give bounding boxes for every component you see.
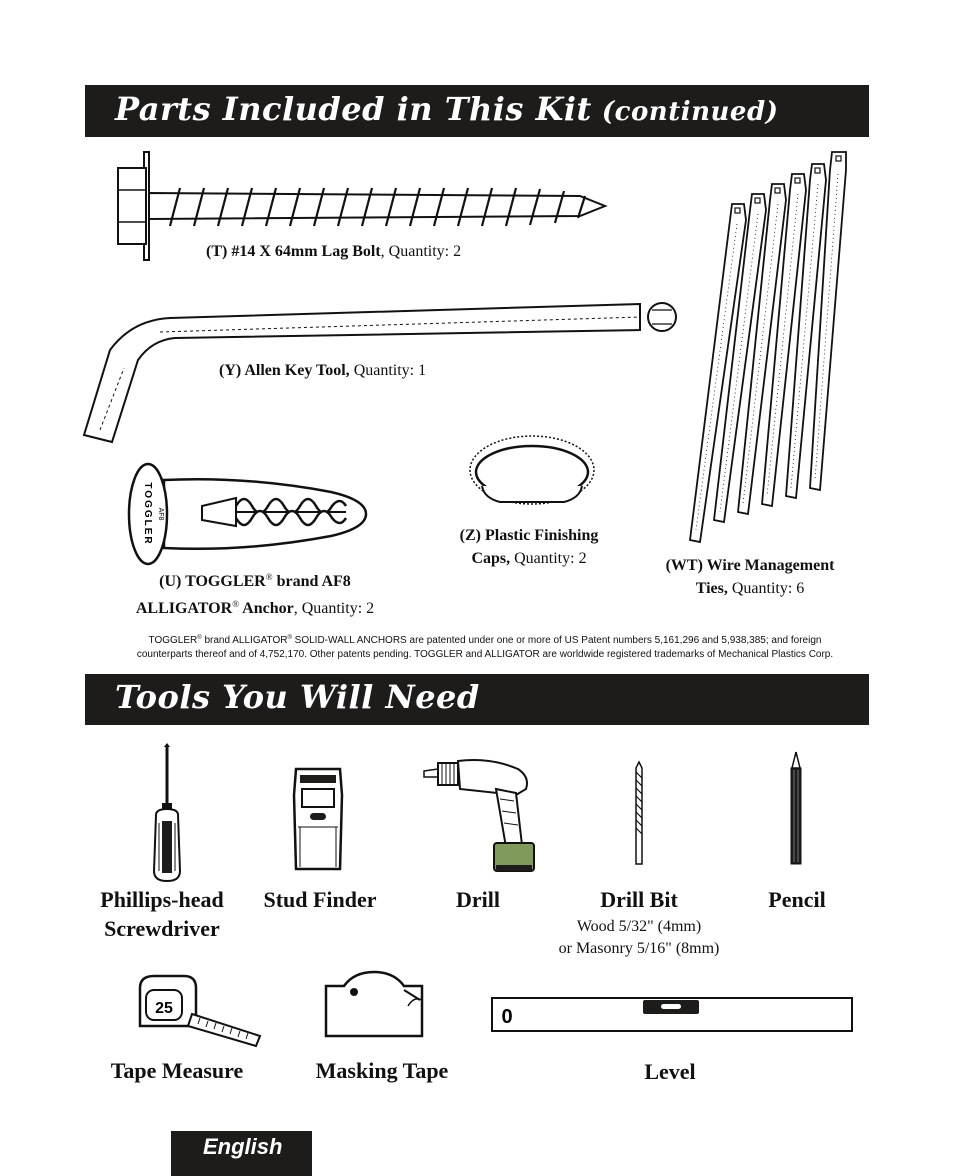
parts-section-banner [85, 85, 869, 137]
tool-drill-label: Drill [456, 887, 500, 912]
anchor-size-text: AF8 [157, 507, 164, 521]
tool-stud-finder-label: Stud Finder [263, 887, 377, 912]
tape-measure-illustration [136, 970, 264, 1052]
tool-level-label: Level [644, 1059, 696, 1084]
alligator-anchor-illustration [126, 462, 371, 564]
wire-ties-caption: (WT) Wire Management Ties, Quantity: 6 [665, 557, 835, 597]
tool-tape-measure-label: Tape Measure [110, 1058, 244, 1083]
tape-measure-mark: 25 [155, 1000, 173, 1017]
stud-finder-illustration [290, 765, 346, 873]
masking-tape-illustration [324, 966, 426, 1040]
tools-section-title: Tools You Will Need [115, 678, 480, 716]
finishing-cap-illustration [460, 428, 610, 518]
alligator-anchor-caption: (U) TOGGLER® brand AF8 ALLIGATOR® Anchor, Quantity: 2 [135, 572, 375, 617]
tools-section-banner [85, 674, 869, 725]
language-label: English [203, 1134, 283, 1159]
screwdriver-illustration [150, 745, 184, 883]
tool-pencil-label: Pencil [768, 887, 826, 912]
patent-notice: TOGGLER® brand ALLIGATOR® SOLID-WALL ANCHORS are patented under one or more of US Patent numbers 5,161,296 and 5,938,385; and foreign counterparts thereof and of 4,752,170. Other patents pending. TOGGLER and ALLIGATOR are worldwide registered trademarks of Mechanical Plastics Corp. [136, 635, 834, 660]
parts-section-title: Parts Included in This Kit (continued) [115, 90, 779, 128]
language-tab [171, 1131, 312, 1176]
pencil-illustration [786, 750, 806, 868]
drill-bit-illustration [630, 760, 648, 870]
tool-drill-bit-label: Drill Bit [600, 887, 678, 912]
tool-masking-tape-label: Masking Tape [315, 1058, 449, 1083]
anchor-brand-text: TOGGLER [142, 482, 153, 546]
parts-section-title-suffix: (continued) [601, 97, 779, 127]
tool-screwdriver-label: Phillips-head Screwdriver [100, 887, 224, 941]
allen-key-caption: (Y) Allen Key Tool, Quantity: 1 [219, 362, 427, 379]
level-illustration [491, 997, 853, 1033]
level-mark: 0 [501, 1006, 513, 1028]
lag-bolt-caption: (T) #14 X 64mm Lag Bolt, Quantity: 2 [206, 243, 462, 260]
wire-ties-illustration [680, 150, 860, 550]
drill-illustration [420, 755, 540, 875]
tool-drill-bit-subtext: Wood 5/32" (4mm) or Masonry 5/16" (8mm) [558, 918, 720, 957]
finishing-cap-caption: (Z) Plastic Finishing Caps, Quantity: 2 [459, 527, 599, 567]
